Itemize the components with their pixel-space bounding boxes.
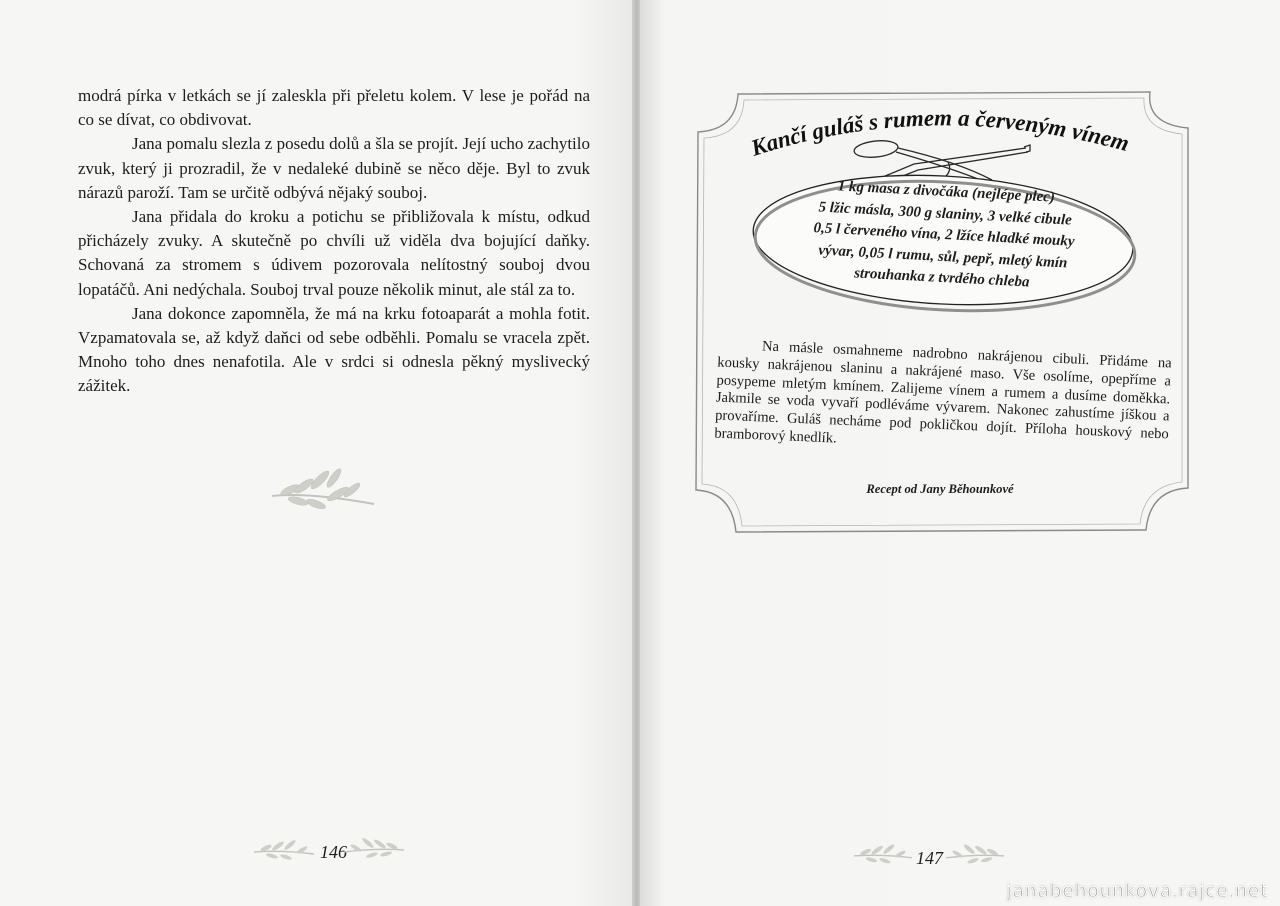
story-paragraph-3: Jana přidala do kroku a potichu se přibližovala k místu, odkud přicházely zvuky. A skutečně po chvíli už viděla dva bojující daňky. Schovaná za stromem s údivem pozorovala nelítostný souboj dvou lopatáčů. Ani nedýchala. Souboj trval pouze několik minut, ale stál za to. <box>78 207 590 299</box>
recipe-credit: Recept od Jany Běhounkové <box>866 482 1014 496</box>
story-paragraph-2: Jana pomalu slezla z posedu dolů a šla se projít. Její ucho zachytilo zvuk, který ji prozradil, že v nedaleké dubině se něco děje. Byl to zvuk nárazů paroží. Tam se určitě odbývá nějaký souboj. <box>78 134 590 202</box>
recipe-method <box>714 337 1172 463</box>
recipe-method-text: Na másle osmahneme nadrobno nakrájenou cibuli. Přidáme na kousky nakrájenou slaninu a nakrájené maso. Vše osolíme, opepříme a posypeme mletým kmínem. Zalijeme vínem a rumem a dusíme doměkka. Jakmile se voda vyvaří podléváme vývarem. Nakonec zahustíme jíškou a provaříme. Guláš necháme pod pokličkou dojít. Příloha houskový nebo bramborový knedlík. <box>714 338 1173 447</box>
footer-sprig-right-icon <box>944 842 1006 864</box>
ingredient-line: strouhanka z tvrdého chleba <box>853 265 1030 291</box>
recipe-title-text: Kančí guláš s rumem a červeným vínem <box>748 105 1132 161</box>
footer-sprig-left-icon <box>852 842 914 864</box>
page-number: 147 <box>916 848 943 868</box>
left-page <box>0 0 636 906</box>
page-number: 146 <box>320 842 347 862</box>
ingredients-list <box>753 172 1134 299</box>
ingredient-line: 0,5 l červeného vína, 2 lžíce hladké mouky <box>813 220 1075 251</box>
footer-sprig-right-icon <box>342 836 406 858</box>
story-paragraph-4: Jana dokonce zapomněla, že má na krku fotoaparát a mohla fotit. Vzpamatovala se, až když daňci od sebe odběhli. Pomalu se vracela zpět. Mnoho toho dnes nenafotila. Ale v srdci si odnesla pěkný myslivecký zážitek. <box>78 303 590 396</box>
footer-sprig-left-icon <box>252 838 316 860</box>
ingredient-line: vývar, 0,05 l rumu, sůl, pepř, mletý kmín <box>818 242 1068 272</box>
story-text <box>78 84 590 399</box>
ingredient-line: 5 lžic másla, 300 g slaniny, 3 velké cibule <box>818 198 1073 229</box>
story-paragraph-1: modrá pírka v letkách se jí zaleskla při přeletu kolem. V lese je pořád na co se dívat, co obdivovat. <box>78 86 590 130</box>
leaf-sprig-ornament-icon <box>268 466 380 512</box>
ingredient-line: 1 kg masa z divočáka (nejlépe plec) <box>837 178 1056 206</box>
watermark: janabehounkova.rajce.net <box>1006 880 1268 902</box>
